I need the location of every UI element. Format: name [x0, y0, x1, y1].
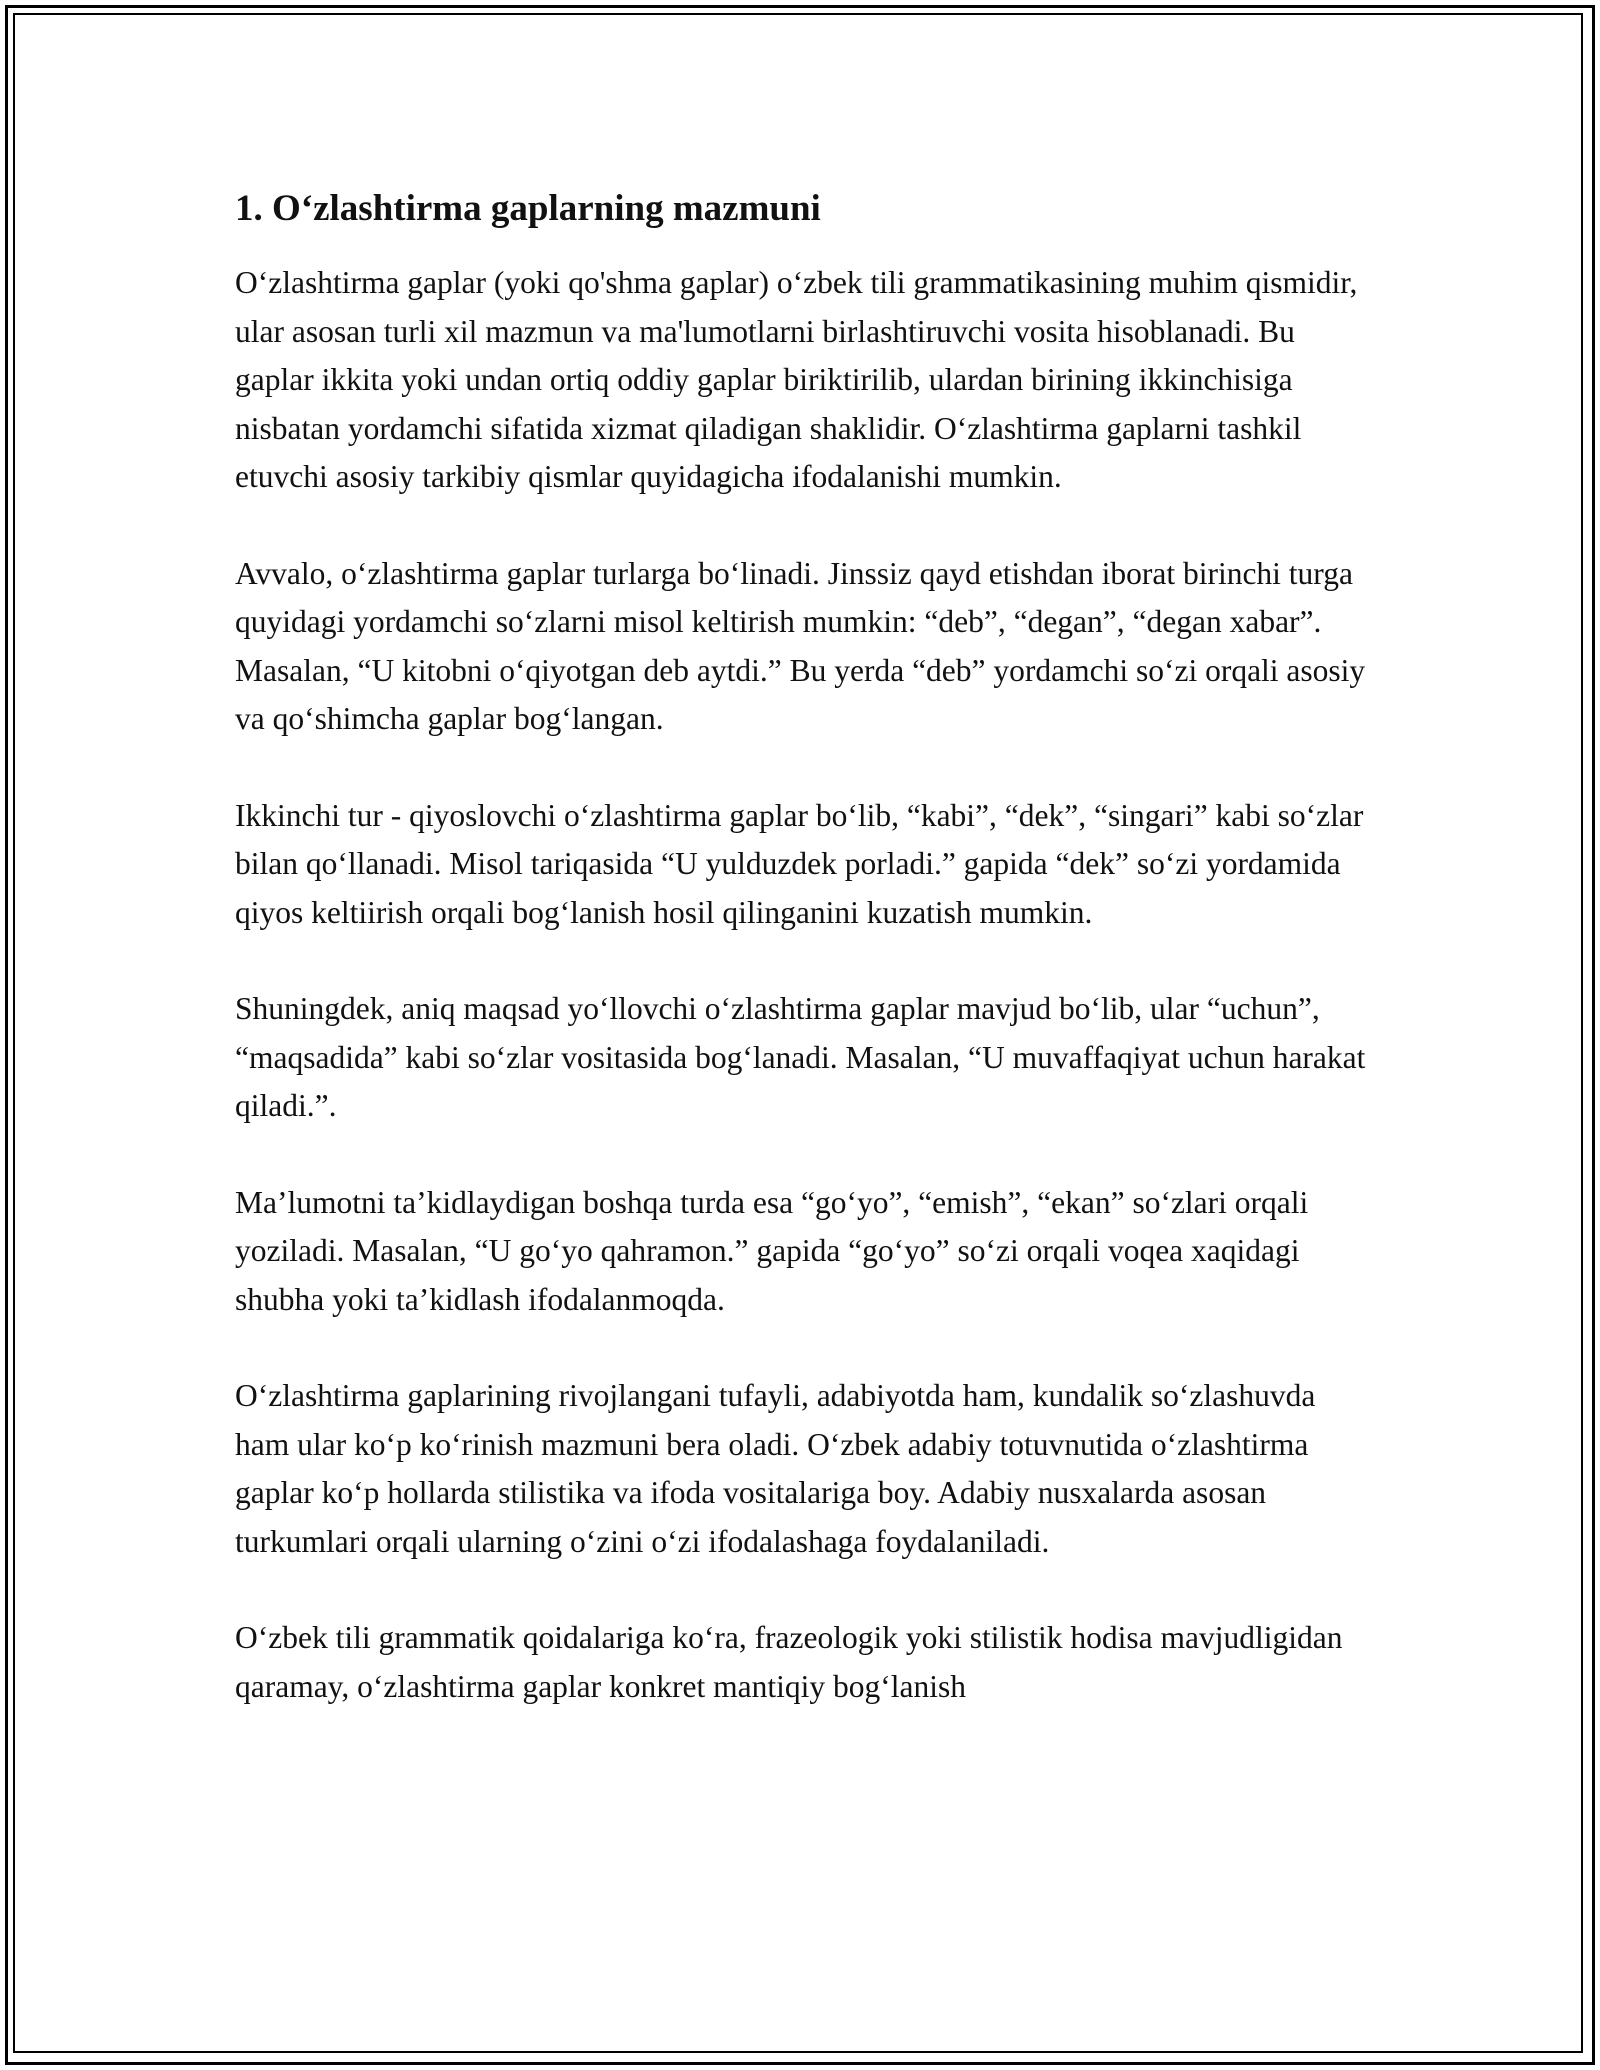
paragraph-6: O‘zlashtirma gaplarining rivojlangani tufayli, adabiyotda ham, kundalik so‘zlashuvda ham ular ko‘p ko‘rinish mazmuni bera oladi. O‘zbek adabiy totuvnutida o‘zlashtirma gaplar ko‘p hollarda stilistika va ifoda vositalariga boy. Adabiy nusxalarda asosan turkumlari orqali ularning o‘zini o‘zi ifodalashaga foydalaniladi. [235, 1378, 1316, 1559]
paragraph-7: O‘zbek tili grammatik qoidalariga ko‘ra, frazeologik yoki stilistik hodisa mavjudligidan qaramay, o‘zlashtirma gaplar konkret mantiqiy bog‘lanish [235, 1620, 1343, 1704]
section-heading: 1. O‘zlashtirma gaplarning mazmuni [235, 188, 821, 229]
paragraph-3: Ikkinchi tur - qiyoslovchi o‘zlashtirma gaplar bo‘lib, “kabi”, “dek”, “singari” kabi so‘zlar bilan qo‘llanadi. Misol tariqasida “U yulduzdek porladi.” gapida “dek” so‘zi yordamida qiyos keltiirish orqali bog‘lanish hosil qilinganini kuzatish mumkin. [235, 797, 1364, 930]
paragraph-4: Shuningdek, aniq maqsad yo‘llovchi o‘zlashtirma gaplar mavjud bo‘lib, ular “uchun”, “maqsadida” kabi so‘zlar vositasida bog‘lanadi. Masalan, “U muvaffaqiyat uchun harakat qiladi.”. [235, 991, 1366, 1123]
paragraph-2: Avvalo, o‘zlashtirma gaplar turlarga bo‘linadi. Jinssiz qayd etishdan iborat birinchi turga quyidagi yordamchi so‘zlarni misol keltirish mumkin: “deb”, “degan”, “degan xabar”. Masalan, “U kitobni o‘qiyotgan deb aytdi.” Bu yerda “deb” yordamchi so‘zi orqali asosiy va qo‘shimcha gaplar bog‘langan. [235, 555, 1366, 736]
document-body [235, 185, 1375, 1759]
paragraph-5: Ma’lumotni ta’kidlaydigan boshqa turda esa “go‘yo”, “emish”, “ekan” so‘zlari orqali yoziladi. Masalan, “U go‘yo qahramon.” gapida “go‘yo” so‘zi orqali voqea xaqidagi shubha yoki ta’kidlash ifodalanmoqda. [235, 1184, 1309, 1317]
paragraph-1: O‘zlashtirma gaplar (yoki qo'shma gaplar) o‘zbek tili grammatikasining muhim qismidir, ular asosan turli xil mazmun va ma'lumotlarni birlashtiruvchi vosita hisoblanadi. Bu gaplar ikkita yoki undan ortiq oddiy gaplar biriktirilib, ulardan birining ikkinchisiga nisbatan yordamchi sifatida xizmat qiladigan shaklidir. O‘zlashtirma gaplarni tashkil etuvchi asosiy tarkibiy qismlar quyidagicha ifodalanishi mumkin. [235, 265, 1358, 494]
